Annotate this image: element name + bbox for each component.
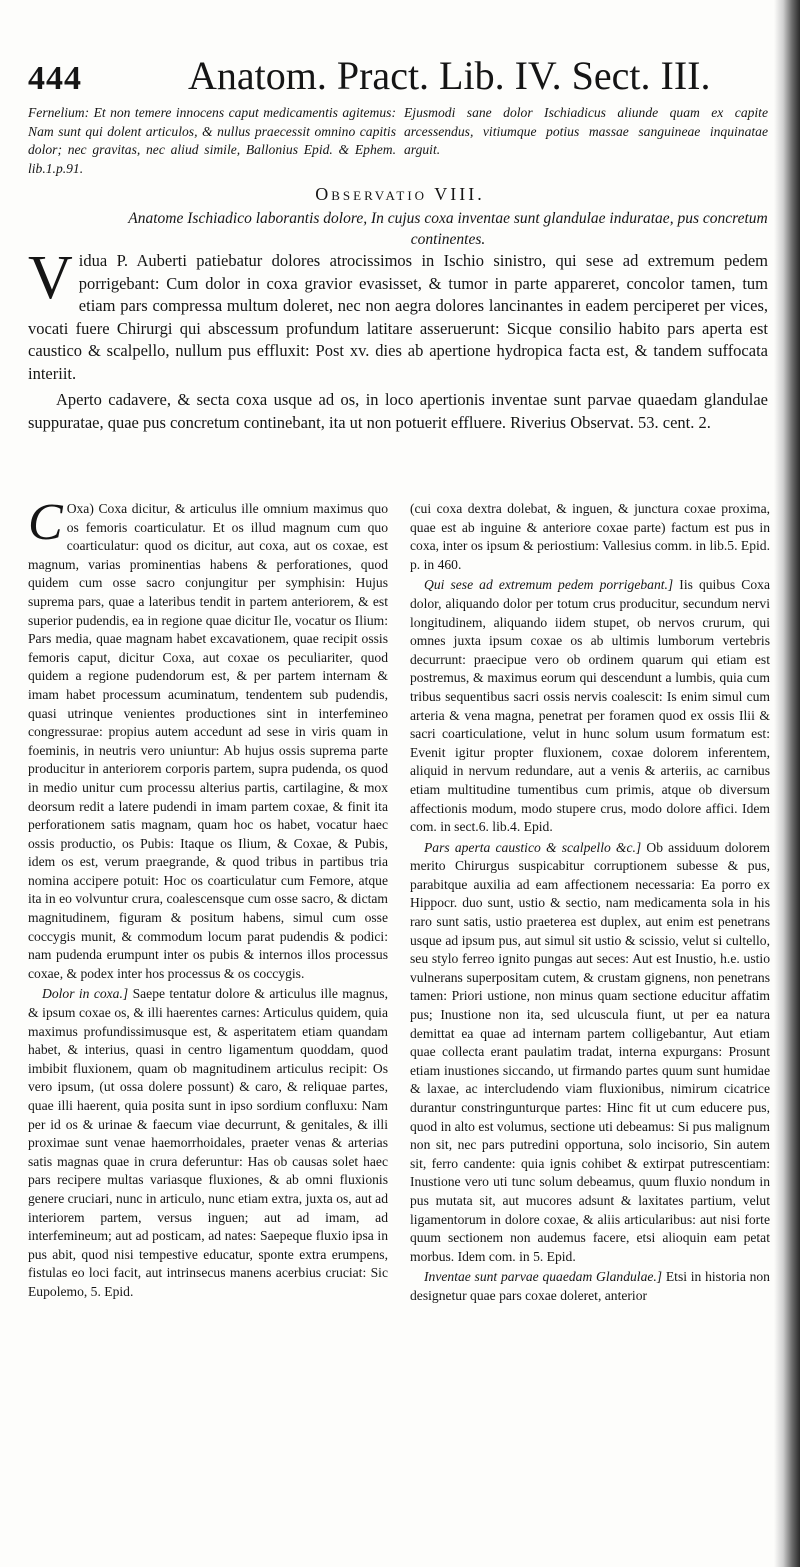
page-number: 444 xyxy=(28,60,82,97)
lemma-qui-sese: Qui sese ad extremum pedem porrigebant.] xyxy=(424,577,674,593)
case-paragraph-1 xyxy=(28,244,768,385)
observation-subtitle: Anatome Ischiadico laborantis dolore, In cujus coxa inventae sunt glandulae induratae, pus concretum continentes. xyxy=(128,210,768,248)
observation-heading: Observatio VIII. xyxy=(315,184,485,204)
drop-cap-v: V xyxy=(28,244,73,312)
case-paragraph-2: Aperto cadavere, & secta coxa usque ad os, in loco apertionis inventae sunt parvae quaedam glandulae suppuratae, quae pus concretum continebant, ita ut non potuerit effluere. Riverius Observat. 53. cent. 2. xyxy=(28,390,768,432)
right-paragraph-4-text: Etsi in historia non designetur quae pars coxae doleret, anterior xyxy=(410,1269,770,1303)
right-paragraph-3-text: Ob assiduum dolorem merito Chirurgus suspicabitur corruptionem subesse & pus, parabitque auxilia ad eam affectionem necessaria: Ea porro ex Hippocr. duo sunt, ustio & sectio, nam medicamenta sola in his raro sunt satis, ustio praeterea est duplex, aut enim est penetrans usque ad ipsum pus, aut simul sit ustio & scissio, velut si cultello, seu stylo ferreo ignito pungas aut seces: Aut est Inustio, h.e. ustio vulnerans superpositam cutem, & crustam gignens, non penetrans tamen: Priori ustione, non minus quam sectione educitur affatim pus; Inustione non ita, sed ulcuscula fiunt, ut per ea natura demittat ea quae ad internam partem colligebantur, Aut etiam quae collecta erant paulatim tradat, interna expurgans: Prosunt etiam inustiones siccando, ut firmando partes quum sunt humidae & laxae, ac intercludendo viam fluxionibus, nimirum cicatrice durantur constringunturque partes: Hinc fit ut cum educere pus, quod in alto est volumus, sectione uti debeamus: Si pus malignum non sit, nec pars putredini opportuna, solo incisorio, Sin autem sit, ferro candente: quia ignis cohibet & extirpat putrescentiam: Inustione vero uti tunc solum debeamus, quum fluxio nondum in pus mutata sit, aut mucores adsunt & laxitates partium, velut ligamentorum in dolore coxae, & aliis articularibus: aut nisi forte quum sectionem non audemus facere, etsi alioquin eam petat morbus. Idem com. in 5. Epid. xyxy=(410,839,770,1264)
right-paragraph-3 xyxy=(410,839,770,1267)
top-left-text: Fernelium: Et non temere innocens caput medicamentis agitemus: Nam sunt qui dolent articulos, & nullus praecessit omnino capitis dolor; nec gravitas, nec aliud simile, Ballonius Epid. & Ephem. lib.1.p.91. xyxy=(28,105,396,176)
left-paragraph-2 xyxy=(28,985,388,1301)
left-paragraph-2-text: Saepe tentatur dolore & articulus ille magnus, & ipsum coxae os, & illi haerentes carnes: Articulus quidem, quia maximus profundissimusque est, & asperitatem etiam quandam habet, & interius, quasi in centro ligamentum quoddam, quod imbibit fluxionem, quam ob magnitudinem articulus recipit: Os vero ipsum, (ut ossa dolere possunt) & caro, & reliquae partes, quae illi haerent, quia posita sunt in ipso sordium confluxu: Nam per id os & urinae & faecum viae decurrunt, & genitales, & illi proximae sunt venae haemorrhoidales, praeter venas & arterias satis magnas quae in crura deferuntur: Has ob causas solet haec pars recipere multas variasque fluxiones, & ab omni fluxionis genere cruciari, nunc in articulo, nunc etiam extra, juxta os, aut ad interiorem partem, versus inguen; aut ad imam, ad interfemineum; aut ad posticam, ad nates: Saepeque fluxio ipsa in pus abit, quod nisi tempestive educatur, sponte extra erumpens, fistulas eo loci facit, aut intrinsecus manens acerbius cruciat: Sic Eupolemo, 5. Epid. xyxy=(28,986,388,1299)
commentary-left-column xyxy=(28,500,388,1560)
right-paragraph-2-text: Iis quibus Coxa dolor, aliquando dolor per totum crus producitur, secundum nervi longitudinem, aliquando iidem stupet, ob nervos crurum, qui omnes juxta ipsum coxae os ab ultimis lumborum vertebris decurrunt: praecipue vero ob ordinem quarum qui etiam est postremus, & maximus eorum qui descendunt a lumbis, quia cum tribus sequentibus sacri ossis nervis coalescit: Is enim simul cum arteria & vena magna, penetrat per foramen quod ex ossis Ilii & sacri coarticulatione, velut in hunc solum usum formatum est: Evenit igitur propter fluxionem, coxae dolorem inferentem, aliquid in nervum redundare, aut a venis & arteriis, ac carnibus etiam multitudine tumentibus cum primis, atque ob diversum affectionis modum, modo stupere crus, modo dolore affici. Idem com. in sect.6. lib.4. Epid. xyxy=(410,577,770,835)
right-paragraph-1: (cui coxa dextra dolebat, & inguen, & junctura coxae proxima, quae est ab inguine & anteriore coxae parte) factum est pus in coxa, inter os ipsum & periostium: Vallesius comm. in lib.5. Epid. p. in 460. xyxy=(410,501,770,572)
running-title: Anatom. Pract. Lib. IV. Sect. III. xyxy=(188,53,711,98)
book-gutter-shadow xyxy=(774,0,800,1567)
lemma-dolor-in-coxa: Dolor in coxa.] xyxy=(42,986,129,1002)
top-right-text: Ejusmodi sane dolor Ischiadicus aliunde quam ex capite arcessendus, vitiumque potius massae sanguineae inquinatae arguit. xyxy=(404,105,768,157)
right-paragraph-2 xyxy=(410,576,770,836)
commentary-right-column xyxy=(410,500,770,1560)
top-right-column xyxy=(404,104,768,160)
left-paragraph-1 xyxy=(28,500,388,983)
right-paragraph-4 xyxy=(410,1268,770,1305)
left-paragraph-1-text: Oxa) Coxa dicitur, & articulus ille omnium maximus quo os femoris coarticulatur. Et os illud magnum cum quo coarticulatur: quod os dicitur, aut coxa, aut os coxae, est magnum, varias prominentias habens & perforationes, quod quidem cum osse sacro conjungitur per symphisin: Hujus suprema pars, quae a lateribus tendit in partem anteriorem, & est superior pudendis, ea in regione quae dicitur Ile, vocatur os Ilium: Pars media, quae magnam habet excavationem, quae recipit ossis femoris caput, dicitur Coxa, aut coxae os peculiariter, quod quidem a regione pudendorum est, & per partem internam & imam habet processum acuminatum, tendentem sub pudendis, quasi utrinque venientes productiones sint in interfemineo congressurae: propius autem accedunt ad sese in viris quam in foeminis, in neutris vero uniuntur: Ab hujus ossis suprema parte producitur in anteriorem corporis partem, supra pudenda, os quod in medio unitur cum processu alterius partis, cartilagine, & mox deorsum redit a latere pudendi in imam partem coxae, & finit ita perforationem satis magnam, quam hoc os habet, vocatur haec ossis productio, os Pubis: Itaque os Ilium, & Coxae, & Pubis, idem os est, verum praegrande, & quod tribus in partibus tria nomina accipere potuit: Hoc os coarticulatur cum Femore, atque ita in eo volvuntur crura, coalescensque cum osse sacro, & dictam magnitudinem, figuram & positum habens, simul cum osse coccygis munit, & commodum locum parat pudendis & podici: nam pudenda erumpunt inter os pubis & internos illos processus coxae, & podex inter hos processus & os coccygis. xyxy=(28,501,388,981)
drop-cap-c: C xyxy=(28,500,63,551)
case-history xyxy=(28,244,768,438)
lemma-inventae: Inventae sunt parvae quaedam Glandulae.] xyxy=(424,1269,663,1285)
lemma-pars-aperta: Pars aperta caustico & scalpello &c.] xyxy=(424,839,642,855)
top-left-column xyxy=(28,104,396,178)
case-paragraph-1-text: idua P. Auberti patiebatur dolores atrocissimos in Ischio sinistro, qui sese ad extremum pedem porrigebant: Cum dolor in coxa gravior evasisset, & tumor in parte appareret, concolor tamen, tum etiam pars compressa multum doleret, nec non aegra dolores lancinantes in eadem perciperet per vices, vocati fuere Chirurgi qui abscessum profundum latitare asseruerunt: Sicque consilio habito pars aperta est caustico & scalpello, nullum pus effluxit: Post xv. dies ab apertione hydropica facta est, & tandem suffocata interiit. xyxy=(28,251,768,383)
